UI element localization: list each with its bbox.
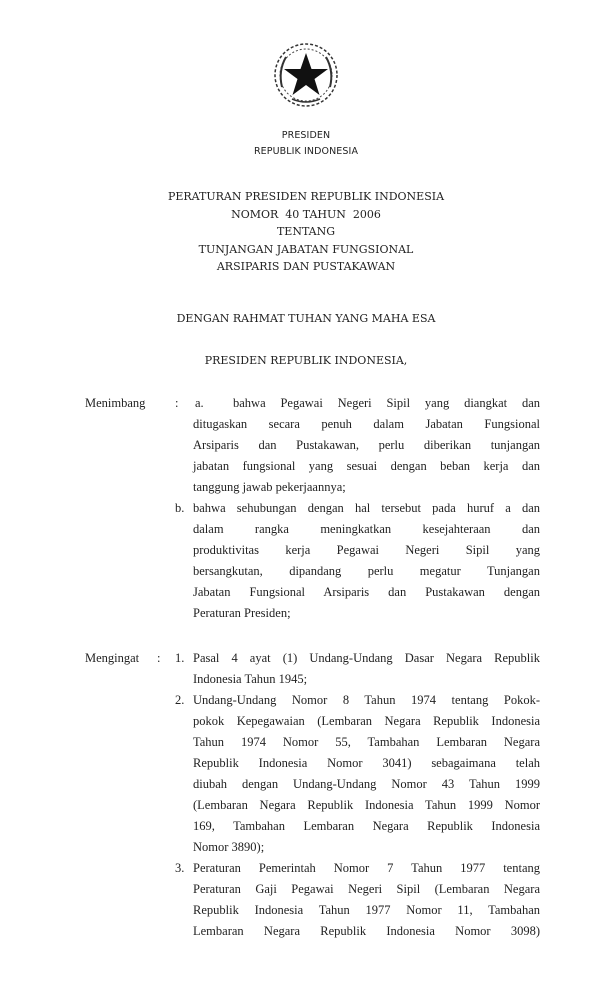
item-text-line: Lembaran Negara Republik Indonesia Nomor 3098) bbox=[193, 924, 540, 938]
item-number: a. bbox=[195, 396, 204, 410]
document-title bbox=[0, 188, 612, 276]
item-text-line: Peraturan Gaji Pegawai Negeri Sipil (Lembaran Negara bbox=[193, 882, 540, 896]
item-number: 1. bbox=[175, 651, 185, 665]
item-number: 3. bbox=[175, 861, 185, 875]
president-heading: PRESIDEN REPUBLIK INDONESIA, bbox=[204, 354, 408, 367]
garuda-emblem-icon bbox=[272, 41, 340, 109]
item-text-line: Arsiparis dan Pustakawan, perlu diberikan tunjangan bbox=[193, 438, 540, 452]
item-text-line: Republik Indonesia Nomor 3041) sebagaimana telah bbox=[193, 756, 540, 770]
item-text-line: diubah dengan Undang-Undang Nomor 43 Tahun 1999 bbox=[193, 777, 540, 791]
header-republik-indonesia: REPUBLIK INDONESIA bbox=[253, 146, 359, 157]
item-number: 2. bbox=[175, 693, 185, 707]
item-text-line: Undang-Undang Nomor 8 Tahun 1974 tentang Pokok- bbox=[193, 693, 540, 707]
title-line: NOMOR 40 TAHUN 2006 bbox=[231, 207, 381, 221]
item-text-line: Nomor 3890); bbox=[193, 840, 265, 854]
item-text-line: tanggung jawab pekerjaannya; bbox=[193, 480, 346, 494]
item-text-line: produktivitas kerja Pegawai Negeri Sipil yang bbox=[193, 543, 540, 557]
item-text-line: dalam rangka meningkatkan kesejahteraan dan bbox=[193, 522, 540, 536]
title-line: TENTANG bbox=[276, 225, 336, 238]
section-colon: : bbox=[175, 396, 179, 410]
item-text-line: Pasal 4 ayat (1) Undang-Undang Dasar Negara Republik bbox=[193, 651, 540, 665]
item-text-line: Tahun 1974 Nomor 55, Tambahan Lembaran Negara bbox=[193, 735, 540, 749]
item-text-line: (Lembaran Negara Republik Indonesia Tahun 1999 Nomor bbox=[193, 798, 540, 812]
section-colon: : bbox=[157, 651, 161, 665]
section-label: Menimbang bbox=[85, 396, 146, 410]
item-text-line: 169, Tambahan Lembaran Negara Republik Indonesia bbox=[193, 819, 540, 833]
item-text-line: Peraturan Presiden; bbox=[193, 606, 291, 620]
section-label: Mengingat bbox=[85, 651, 140, 665]
item-text-line: pokok Kepegawaian (Lembaran Negara Republik Indonesia bbox=[193, 714, 540, 728]
item-text-line: ditugaskan secara penuh dalam Jabatan Fungsional bbox=[193, 417, 540, 431]
item-text-line: bahwa sehubungan dengan hal tersebut pada huruf a dan bbox=[193, 501, 540, 515]
item-number: b. bbox=[175, 501, 185, 515]
header-presiden: PRESIDEN bbox=[281, 130, 331, 141]
item-text-line: bersangkutan, dipandang perlu megatur Tunjangan bbox=[193, 564, 540, 578]
item-text-line: Indonesia Tahun 1945; bbox=[193, 672, 308, 686]
invocation: DENGAN RAHMAT TUHAN YANG MAHA ESA bbox=[176, 312, 436, 325]
title-line: TUNJANGAN JABATAN FUNGSIONAL bbox=[198, 242, 414, 256]
item-text-line: Republik Indonesia Tahun 1977 Nomor 11, Tambahan bbox=[193, 903, 540, 917]
item-text-line: jabatan fungsional yang sesuai dengan beban kerja dan bbox=[193, 459, 540, 473]
item-text-line: Peraturan Pemerintah Nomor 7 Tahun 1977 tentang bbox=[193, 861, 540, 875]
item-text-line: Jabatan Fungsional Arsiparis dan Pustakawan dengan bbox=[193, 585, 540, 599]
item-text-line: bahwa Pegawai Negeri Sipil yang diangkat dan bbox=[233, 396, 540, 410]
title-line: ARSIPARIS DAN PUSTAKAWAN bbox=[216, 260, 396, 273]
title-line: PERATURAN PRESIDEN REPUBLIK INDONESIA bbox=[167, 190, 445, 203]
